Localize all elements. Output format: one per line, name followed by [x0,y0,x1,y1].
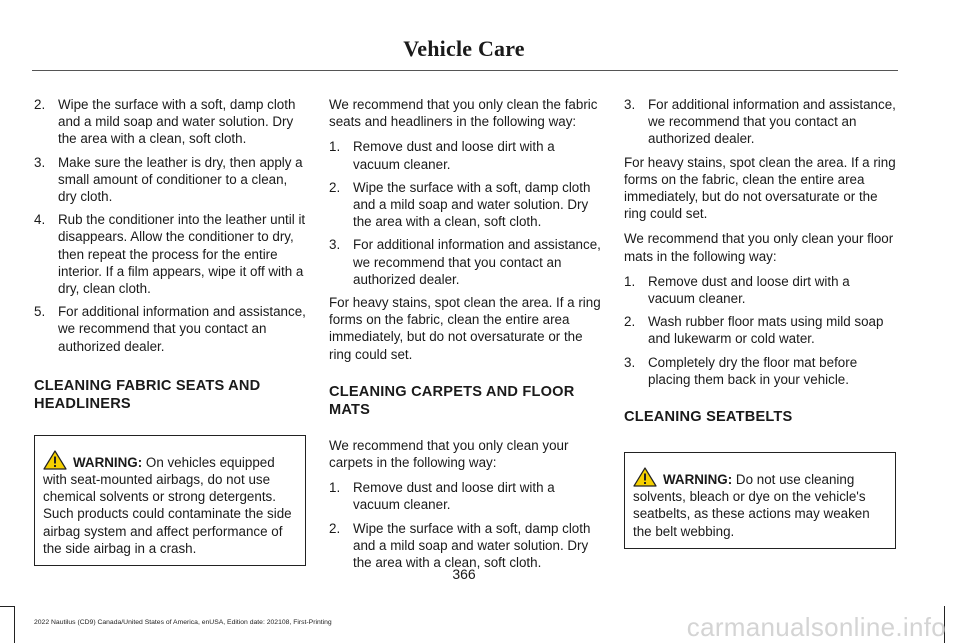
warning-triangle-icon [43,450,67,470]
list-number: 1. [329,480,341,496]
page-title: Vehicle Care [403,36,525,61]
list-number: 1. [624,273,636,289]
watermark: carmanualsonline.info [686,612,946,642]
list-text: Remove dust and loose dirt with a vacuum cleaner. [353,139,555,172]
column-3 [624,96,896,549]
paragraph: We recommend that you only clean your floor mats in the following way: [624,231,894,264]
warning-label: WARNING: [73,454,143,470]
list-item [329,479,601,513]
list-number: 1. [329,139,341,155]
footer-edition-info: 2022 Nautilus (CD9) Canada/United States of America, enUSA, Edition date: 202108, First-Printing [34,619,332,626]
list-text: Remove dust and loose dirt with a vacuum cleaner. [353,480,555,513]
section-heading-carpets: CLEANING CARPETS AND FLOOR MATS [329,383,575,418]
fabric-steps-list [329,138,601,288]
section-heading-fabric-seats: CLEANING FABRIC SEATS AND HEADLINERS [34,377,261,412]
list-number: 2. [329,520,341,536]
crop-mark [0,606,14,607]
warning-text: On vehicles equipped with seat-mounted airbags, do not use chemical solvents or strong detergents. Such products could contaminate the side airbag system and affect performance of the side airbag in a crash. [43,454,292,556]
list-item [34,211,306,297]
warning-box [624,452,896,549]
section-heading-seatbelts: CLEANING SEATBELTS [624,409,793,426]
page-number: 366 [452,566,476,582]
title-divider [32,70,898,71]
paragraph: For heavy stains, spot clean the area. If a ring forms on the fabric, clean the entire area immediately, but do not oversaturate or the ring could set. [624,154,896,222]
list-number: 3. [624,97,636,112]
list-number: 2. [624,314,636,330]
list-text: Wash rubber floor mats using mild soap and lukewarm or cold water. [648,314,884,347]
list-text: Completely dry the floor mat before placing them back in your vehicle. [648,354,858,387]
list-number: 4. [34,212,46,228]
list-item [34,96,306,148]
column-1 [34,96,306,566]
list-item [329,520,601,572]
list-text: Wipe the surface with a soft, damp cloth and a mild soap and water solution. Dry the area with a clean, soft cloth. [353,179,591,230]
list-item [329,236,601,288]
leather-steps-list [34,96,306,355]
list-item [34,154,306,206]
carpet-steps-list [329,479,601,571]
list-text: For additional information and assistance, we recommend that you contact an authorized dealer. [353,237,601,287]
warning-label: WARNING: [663,472,733,488]
warning-text: Do not use cleaning solvents, bleach or dye on the vehicle's seatbelts, as these actions may weaken the belt webbing. [633,472,870,539]
list-text: Wipe the surface with a soft, damp cloth and a mild soap and water solution. Dry the area with a clean, soft cloth. [353,520,591,571]
crop-mark [14,606,15,643]
list-text: Wipe the surface with a soft, damp cloth and a mild soap and water solution. Dry the area with a clean, soft cloth. [58,97,296,147]
list-number: 2. [34,97,46,112]
paragraph: For heavy stains, spot clean the area. If a ring forms on the fabric, clean the entire area immediately, but do not oversaturate or the ring could set. [329,295,601,362]
list-number: 3. [329,237,341,253]
list-item [624,273,896,307]
list-number: 2. [329,179,341,195]
list-item [624,96,896,148]
paragraph: We recommend that you only clean your carpets in the following way: [329,437,569,471]
list-item [624,313,896,347]
fabric-steps-continued-list [624,96,896,148]
list-text: Rub the conditioner into the leather until it disappears. Allow the conditioner to dry, then repeat the process for the entire interior. If a film appears, wipe it off with a dry, clean cloth. [58,212,306,297]
warning-box [34,435,306,566]
list-number: 3. [624,354,636,370]
floor-mat-steps-list [624,273,896,388]
list-item [329,138,601,172]
list-item [329,179,601,231]
list-text: Make sure the leather is dry, then apply a small amount of conditioner to a clean, dry cloth. [58,154,303,205]
list-number: 5. [34,304,46,320]
list-text: For additional information and assistance, we recommend that you contact an authorized dealer. [58,304,306,354]
paragraph: We recommend that you only clean the fabric seats and headliners in the following way: [329,97,598,130]
list-text: Remove dust and loose dirt with a vacuum cleaner. [648,273,850,307]
warning-triangle-icon [633,467,657,487]
column-2 [329,96,601,577]
list-text: For additional information and assistance, we recommend that you contact an authorized dealer. [648,97,896,147]
list-number: 3. [34,154,46,170]
list-item [34,303,306,355]
list-item [624,354,896,388]
